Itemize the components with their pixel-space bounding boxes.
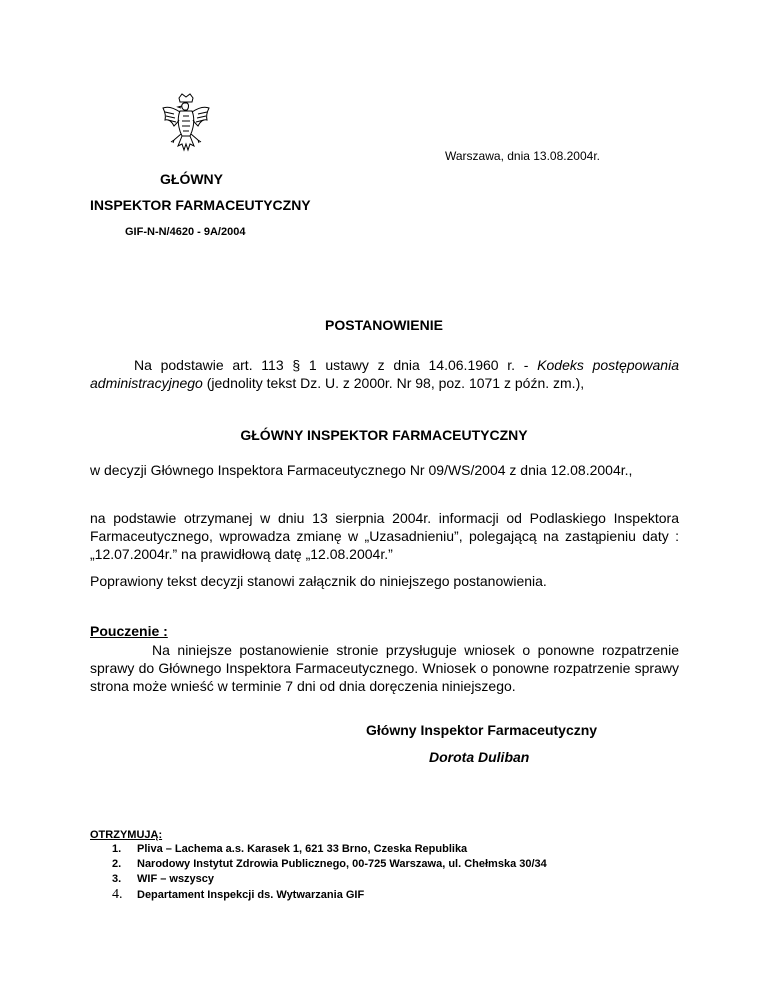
list-item: 3. WIF – wszyscy [112, 873, 215, 885]
issuer-line-2: INSPEKTOR FARMACEUTYCZNY [90, 197, 311, 213]
recipients-list [112, 842, 547, 902]
reference-number: GIF-N-N/4620 - 9A/2004 [125, 226, 246, 238]
attachment-note: Poprawiony tekst decyzji stanowi załącznik do niniejszego postanowienia. [90, 573, 547, 589]
recipients-label: OTRZYMUJĄ: [90, 829, 163, 841]
polish-eagle-emblem-icon [160, 92, 212, 156]
list-item: 1. Pliva – Lachema a.s. Karasek 1, 621 33 Brno, Czeska Republika [112, 843, 468, 855]
decision-reference-paragraph: w decyzji Głównego Inspektora Farmaceutycznego Nr 09/WS/2004 z dnia 12.08.2004r., [90, 462, 633, 478]
instruction-label: Pouczenie : [90, 623, 168, 639]
signatory-name: Dorota Duliban [429, 749, 530, 765]
legal-basis-start: Na podstawie art. 113 § 1 ustawy z dnia 14.06.1960 r. - [134, 357, 538, 373]
issuer-line-1: GŁÓWNY [160, 171, 223, 187]
list-item: 4. Departament Inspekcji ds. Wytwarzania GIF [112, 887, 365, 902]
correction-paragraph: na podstawie otrzymanej w dniu 13 sierpnia 2004r. informacji od Podlaskiego Inspektora Farmaceutycznego, wprowadza zmianę w „Uzasadnieniu”, polegającą na zastąpieniu daty : „12.07.2004r.” na prawidłową datę „12.08.2004r.” [90, 510, 679, 562]
document-title: POSTANOWIENIE [325, 317, 443, 333]
document-date: Warszawa, dnia 13.08.2004r. [445, 149, 600, 163]
list-item: 2. Narodowy Instytut Zdrowia Publicznego, 00-725 Warszawa, ul. Chełmska 30/34 [112, 858, 547, 870]
authority-heading: GŁÓWNY INSPEKTOR FARMACEUTYCZNY [240, 427, 528, 443]
instruction-text: Na niniejsze postanowienie stronie przysługuje wniosek o ponowne rozpatrzenie sprawy do Głównego Inspektora Farmaceutycznego. Wniosek o ponowne rozpatrzenie sprawy strona może wnieść w terminie 7 dni od dnia doręczenia niniejszego. [90, 642, 679, 694]
legal-basis-code-name: Kodeks postępowania administracyjnego [90, 357, 679, 391]
signatory-title: Główny Inspektor Farmaceutyczny [366, 722, 598, 738]
legal-basis-paragraph [90, 356, 679, 392]
legal-basis-end: (jednolity tekst Dz. U. z 2000r. Nr 98, poz. 1071 z późn. zm.), [202, 375, 585, 391]
